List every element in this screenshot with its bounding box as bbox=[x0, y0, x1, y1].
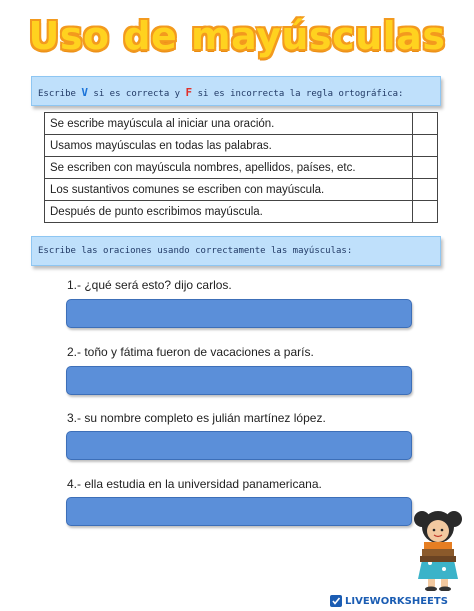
question-1: 1.- ¿qué será esto? dijo carlos. bbox=[67, 278, 232, 292]
table-row bbox=[45, 113, 438, 135]
table-row bbox=[45, 201, 438, 223]
answer-input-1[interactable] bbox=[66, 299, 412, 328]
statement-text: Se escriben con mayúscula nombres, apellidos, países, etc. bbox=[45, 157, 413, 179]
question-2: 2.- toño y fátima fueron de vacaciones a parís. bbox=[67, 345, 314, 359]
table-row bbox=[45, 157, 438, 179]
question-4: 4.- ella estudia en la universidad panamericana. bbox=[67, 477, 322, 491]
answer-cell-1[interactable] bbox=[413, 113, 438, 135]
instruction-suffix: si es incorrecta la regla ortográfica: bbox=[192, 89, 404, 99]
table-row bbox=[45, 179, 438, 201]
instruction-v-letter: V bbox=[81, 86, 88, 99]
instruction-prefix: Escribe bbox=[38, 89, 82, 99]
answer-cell-5[interactable] bbox=[413, 201, 438, 223]
liveworksheets-logo-icon bbox=[330, 595, 342, 607]
question-3: 3.- su nombre completo es julián martínez lópez. bbox=[67, 411, 326, 425]
footer-brand-text: LIVEWORKSHEETS bbox=[345, 595, 448, 607]
statement-text: Se escribe mayúscula al iniciar una oración. bbox=[45, 113, 413, 135]
footer-brand bbox=[330, 595, 448, 607]
statement-text: Usamos mayúsculas en todas las palabras. bbox=[45, 135, 413, 157]
statement-text: Los sustantivos comunes se escriben con mayúscula. bbox=[45, 179, 413, 201]
instruction-banner-rewrite: Escribe las oraciones usando correctamente las mayúsculas: bbox=[31, 236, 441, 266]
answer-cell-3[interactable] bbox=[413, 157, 438, 179]
answer-input-3[interactable] bbox=[66, 431, 412, 460]
instruction-middle: si es correcta y bbox=[87, 89, 186, 99]
answer-cell-2[interactable] bbox=[413, 135, 438, 157]
instruction-banner-true-false bbox=[31, 76, 441, 106]
answer-input-2[interactable] bbox=[66, 366, 412, 395]
answer-cell-4[interactable] bbox=[413, 179, 438, 201]
page-title: Uso de mayúsculas bbox=[28, 14, 446, 58]
statement-text: Después de punto escribimos mayúscula. bbox=[45, 201, 413, 223]
true-false-table bbox=[44, 112, 438, 223]
table-row bbox=[45, 135, 438, 157]
answer-input-4[interactable] bbox=[66, 497, 412, 526]
instruction-f-letter: F bbox=[185, 86, 193, 99]
girl-with-books-illustration bbox=[408, 505, 468, 591]
